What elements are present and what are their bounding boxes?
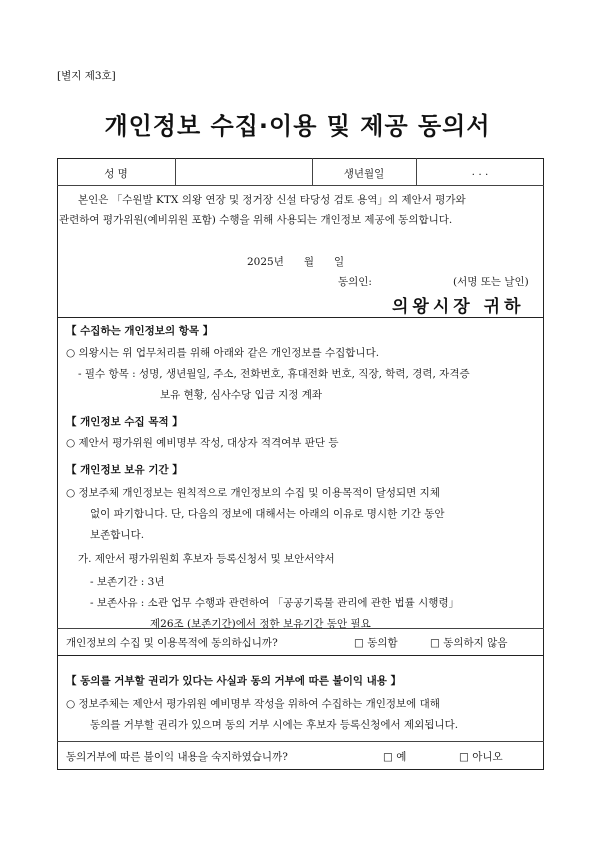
list-item: ○ 제안서 평가위원 예비명부 작성, 대상자 적격여부 판단 등: [66, 437, 339, 449]
disagree-checkbox[interactable]: □ 동의하지 않음: [430, 637, 508, 649]
consent-question: 개인정보의 수집 및 이용목적에 동의하십니까?: [66, 637, 278, 649]
divider: [57, 185, 544, 186]
divider: [57, 655, 544, 656]
acknowledge-question: 동의거부에 따른 불이익 내용을 숙지하였습니까?: [66, 751, 288, 763]
section-heading: 【 동의를 거부할 권리가 있다는 사실과 동의 거부에 따른 불이익 내용 】: [66, 675, 402, 687]
list-item: 없이 파기합니다. 단, 다음의 정보에 대해서는 아래의 이유로 명시한 기간 동안: [90, 508, 445, 520]
list-item: ○ 정보주체는 제안서 평가위원 예비명부 작성을 위하여 수집하는 개인정보에 대해: [66, 698, 440, 710]
list-item: 보존합니다.: [90, 529, 145, 541]
section-heading: 【 개인정보 수집 목적 】: [66, 416, 183, 428]
birthdate-field[interactable]: . . .: [471, 166, 489, 178]
list-item: - 필수 항목 : 성명, 생년월일, 주소, 전화번호, 휴대전화 번호, 직장, 학력, 경력, 자격증: [78, 368, 470, 380]
signature-hint: (서명 또는 날인): [453, 276, 529, 288]
list-item: 동의를 거부할 권리가 있으며 동의 거부 시에는 후보자 등록신청에서 제외됩니다.: [90, 719, 459, 731]
yes-checkbox[interactable]: □ 예: [383, 751, 407, 763]
recipient: 의왕시장 귀하: [392, 297, 525, 317]
list-item: ○ 정보주체 개인정보는 원칙적으로 개인정보의 수집 및 이용목적이 달성되면 지체: [66, 487, 440, 499]
section-heading: 【 수집하는 개인정보의 항목 】: [66, 325, 214, 337]
form-number: [별지 제3호]: [57, 70, 116, 82]
agree-checkbox[interactable]: □ 동의함: [354, 637, 398, 649]
list-item: - 보존기간 : 3년: [90, 576, 165, 588]
birthdate-label: 생년월일: [343, 168, 385, 180]
list-item: - 보존사유 : 소관 업무 수행과 관련하여 「공공기록물 관리에 관한 법률 시행령」: [90, 597, 460, 609]
list-item: ○ 의왕시는 위 업무처리를 위해 아래와 같은 개인정보를 수집합니다.: [66, 347, 380, 359]
consent-date: 2025년 월 일: [247, 256, 345, 268]
name-field[interactable]: [178, 160, 311, 182]
divider: [57, 317, 544, 318]
page-title: 개인정보 수집·이용 및 제공 동의서: [104, 112, 491, 140]
consent-text-line1: 본인은 「수원발 KTX 의왕 연장 및 정거장 신설 타당성 검토 용역」의 제안서 평가와: [78, 194, 466, 206]
divider: [57, 628, 544, 629]
signer-label: 동의인:: [338, 276, 372, 288]
consent-text-line2: 관련하여 평가위원(예비위원 포함) 수행을 위해 사용되는 개인정보 제공에 동의합니다.: [59, 214, 453, 226]
list-item: 보유 현황, 심사수당 입금 지정 계좌: [160, 389, 323, 401]
divider: [175, 158, 176, 185]
no-checkbox[interactable]: □ 아니오: [459, 751, 503, 763]
name-label: 성 명: [104, 168, 128, 180]
list-item: 제26조 (보존기간)에서 정한 보유기간 동안 필요: [150, 618, 371, 630]
list-item: 가. 제안서 평가위원회 후보자 등록신청서 및 보안서약서: [78, 553, 335, 565]
section-heading: 【 개인정보 보유 기간 】: [66, 464, 183, 476]
divider: [57, 741, 544, 742]
